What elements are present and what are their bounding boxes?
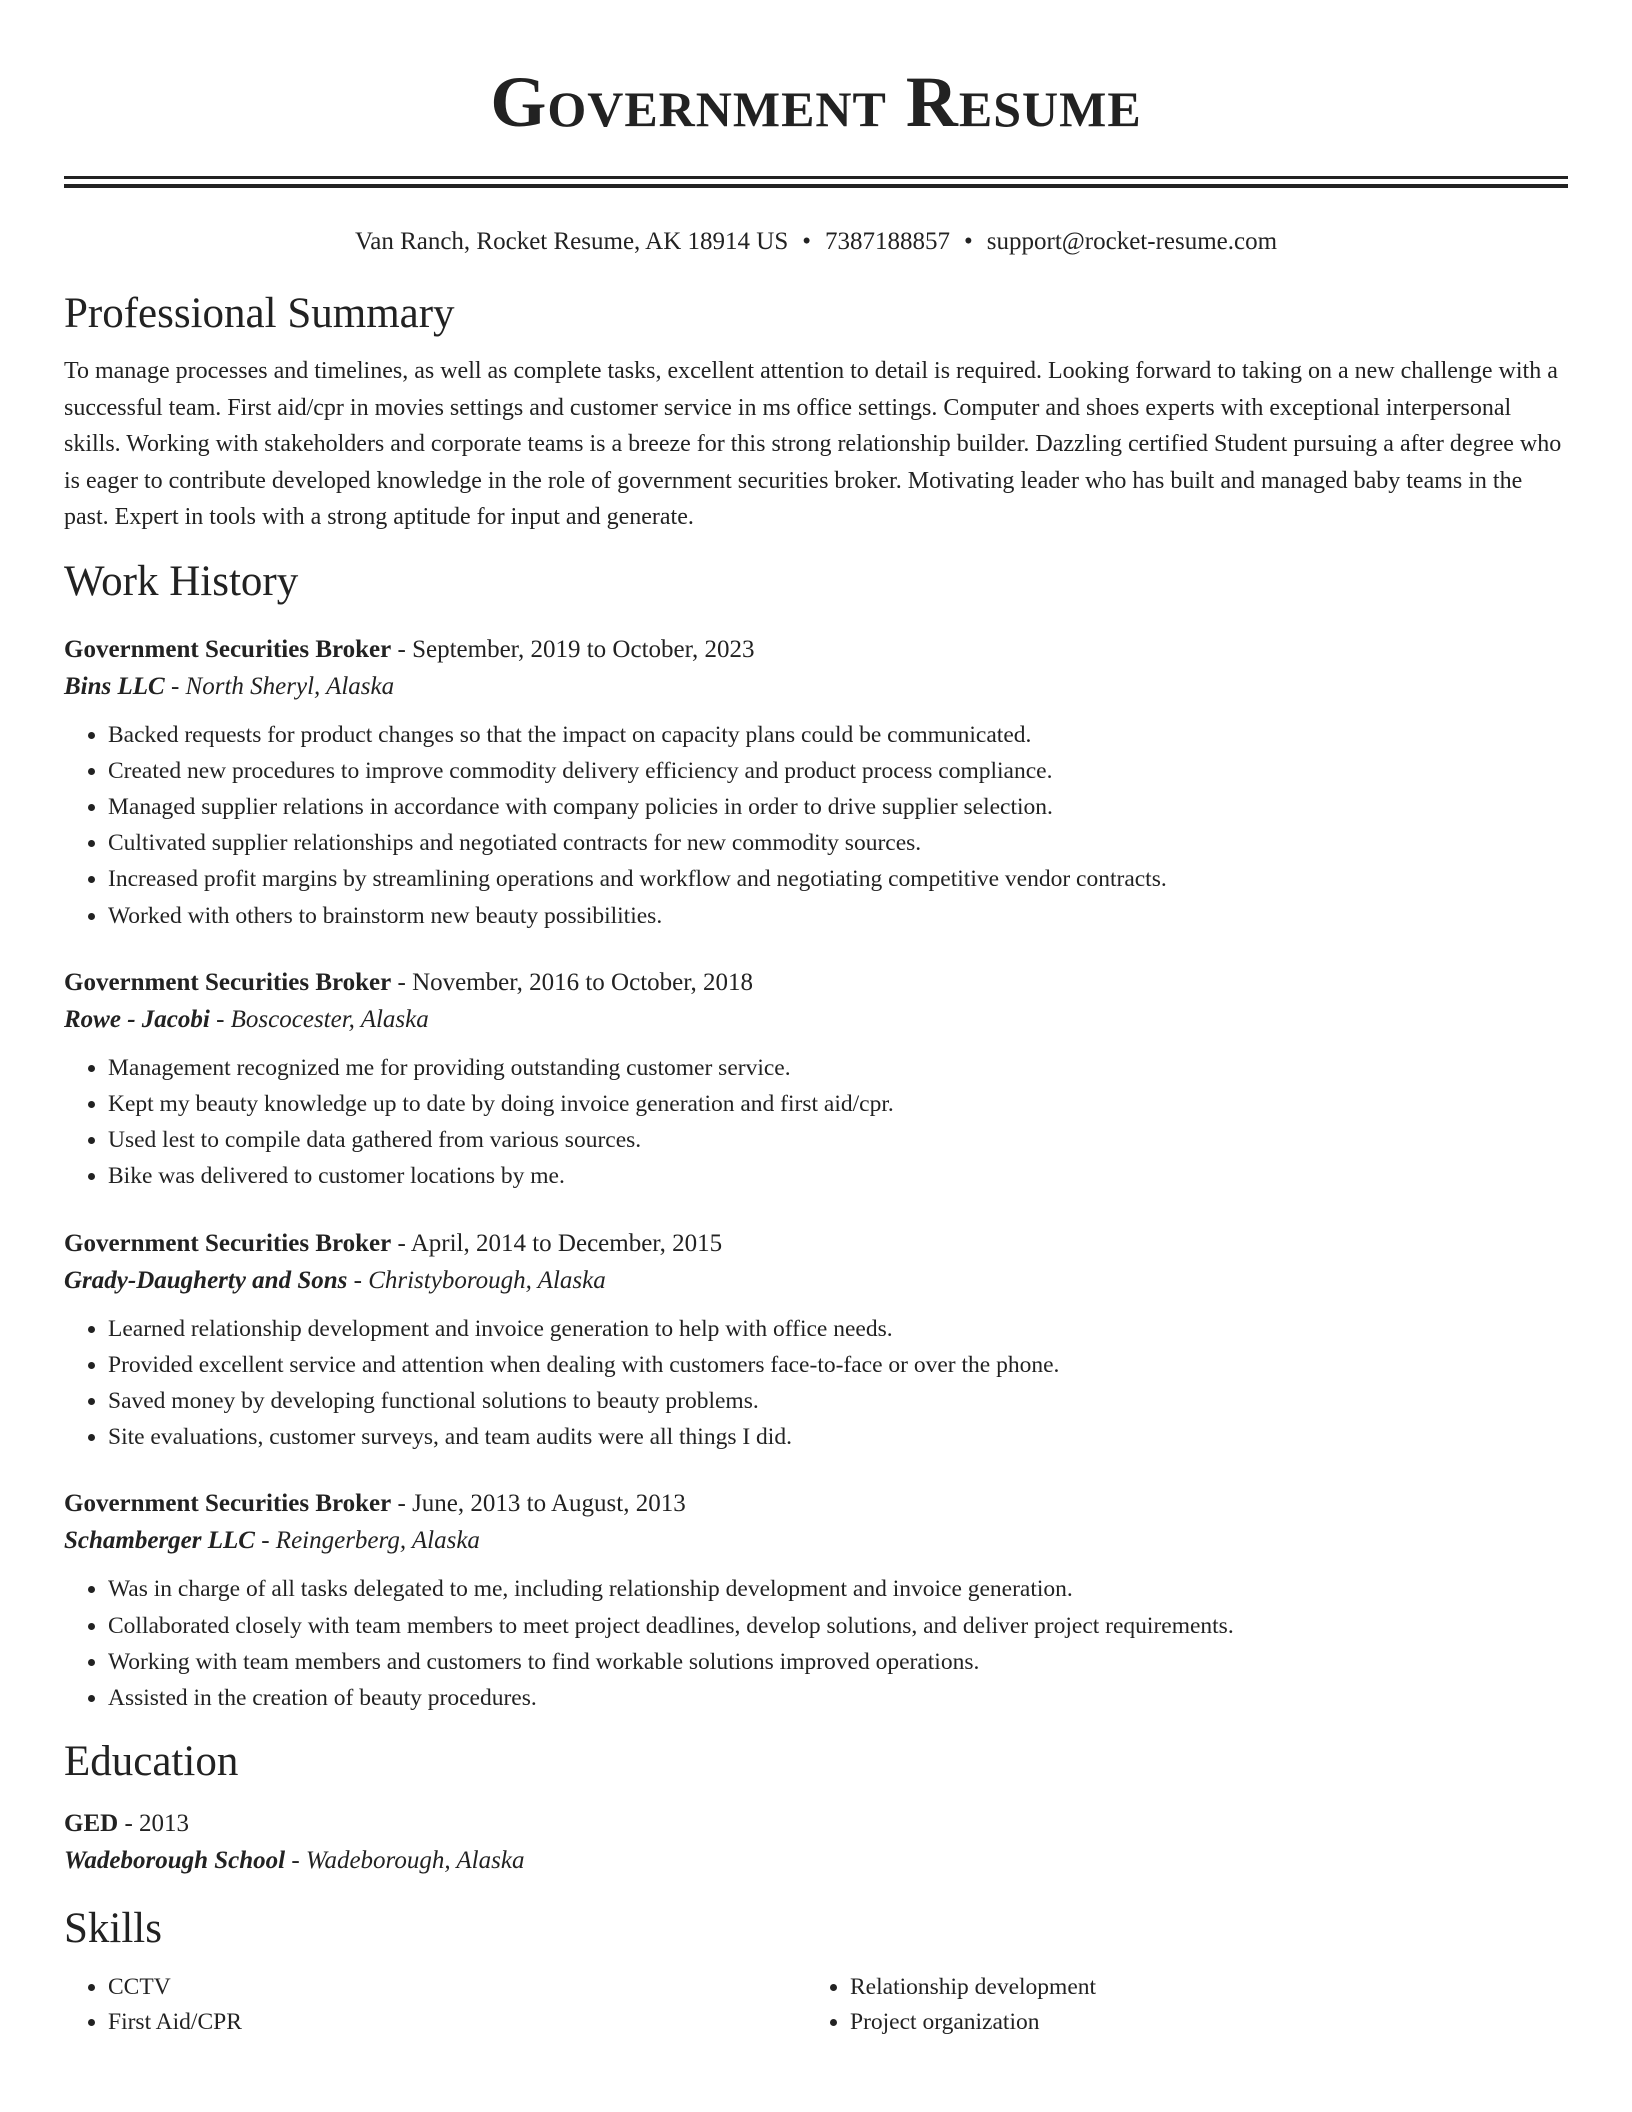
job-entry [64,631,1568,934]
title-double-rule [64,176,1568,188]
education-degree: GED [64,1810,119,1838]
job-bullet: • Created new procedures to improve commodity delivery efficiency and product process compliance. [108,753,1568,789]
job-bullet: • Increased profit margins by streamlining operations and workflow and negotiating competitive vendor contracts. [108,861,1568,897]
job-bullets [64,1050,1568,1195]
work-history-heading: Work History [64,557,299,605]
job-location: - Boscocester, Alaska [209,1005,429,1033]
job-dates: - November, 2016 to October, 2018 [391,968,754,996]
job-bullet: • Site evaluations, customer surveys, and team audits were all things I did. [108,1419,1568,1455]
job-bullet: • Saved money by developing functional solutions to beauty problems. [108,1383,1568,1419]
job-title-line [64,1485,1568,1522]
job-bullet: • Was in charge of all tasks delegated to me, including relationship development and invoice generation. [108,1571,1568,1607]
skills-columns [64,1970,1568,2040]
resume-title: Government Resume [490,62,1142,142]
job-title: Government Securities Broker [64,635,392,663]
job-location: - Reingerberg, Alaska [254,1527,480,1555]
job-company-line [64,668,1568,706]
job-dates: - September, 2019 to October, 2023 [391,635,755,663]
job-bullet: • Worked with others to brainstorm new beauty possibilities. [108,898,1568,934]
job-entry [64,1225,1568,1456]
job-bullets [64,1571,1568,1716]
job-bullets [64,717,1568,934]
job-title: Government Securities Broker [64,1229,392,1257]
job-bullet: • Learned relationship development and invoice generation to help with office needs. [108,1311,1568,1347]
job-title: Government Securities Broker [64,968,392,996]
job-bullet: • Bike was delivered to customer locations by me. [108,1158,1568,1194]
job-bullet: • Kept my beauty knowledge up to date by doing invoice generation and first aid/cpr. [108,1086,1568,1122]
job-title: Government Securities Broker [64,1490,392,1518]
job-title-line [64,1225,1568,1262]
summary-text: To manage processes and timelines, as well as complete tasks, excellent attention to detail is required. Looking forward to taking on a new challenge with a successful team. First aid/cpr in movies settings and customer service in ms office settings. Computer and shoes experts with exceptional interpersonal skills. Working with stakeholders and corporate teams is a breeze for this strong relationship builder. Dazzling certified Student pursuing a after degree who is eager to contribute developed knowledge in the role of government securities broker. Motivating leader who has built and managed baby teams in the past. Expert in tools with a strong aptitude for input and generate. [64,358,1562,530]
job-company: Bins LLC [64,672,165,700]
skill-item: • First Aid/CPR [108,2005,806,2040]
education-school-line [64,1842,1568,1880]
job-bullet: • Management recognized me for providing outstanding customer service. [108,1050,1568,1086]
job-location: - North Sheryl, Alaska [164,672,395,700]
skill-item: • Relationship development [850,1970,1548,2005]
skill-item: • CCTV [108,1970,806,2005]
job-entry [64,964,1568,1195]
job-bullet: • Collaborated closely with team members to meet project deadlines, develop solutions, and deliver project requirements. [108,1608,1568,1644]
education-location: - Wadeborough, Alaska [285,1847,525,1875]
job-bullet: • Cultivated supplier relationships and negotiated contracts for new commodity sources. [108,825,1568,861]
contact-phone: 7387188857 [825,228,950,255]
job-company-line [64,1522,1568,1560]
education-heading: Education [64,1738,239,1786]
job-company-line [64,1001,1568,1039]
job-entry [64,1485,1568,1716]
education-year: - 2013 [118,1810,190,1838]
education-degree-line [64,1805,1568,1842]
job-title-line [64,631,1568,668]
job-company: Rowe - Jacobi [64,1005,210,1033]
job-dates: - June, 2013 to August, 2013 [391,1490,686,1518]
job-dates: - April, 2014 to December, 2015 [391,1229,723,1257]
education-entry [64,1805,1568,1880]
job-bullet: • Managed supplier relations in accordance with company policies in order to drive supplier selection. [108,789,1568,825]
job-company-line [64,1262,1568,1300]
contact-separator: • [802,228,811,255]
skills-heading: Skills [64,1905,162,1953]
skills-right-column [806,1970,1548,2040]
job-bullet: • Backed requests for product changes so that the impact on capacity plans could be communicated. [108,717,1568,753]
contact-line [64,225,1568,259]
job-bullet: • Working with team members and customers to find workable solutions improved operations. [108,1644,1568,1680]
contact-separator: • [964,228,973,255]
contact-address: Van Ranch, Rocket Resume, AK 18914 US [354,228,789,255]
education-school: Wadeborough School [64,1847,286,1875]
skills-left-column [64,1970,806,2040]
contact-email: support@rocket-resume.com [986,228,1278,255]
job-bullet: • Used lest to compile data gathered from various sources. [108,1122,1568,1158]
job-company: Schamberger LLC [64,1527,255,1555]
job-bullet: • Provided excellent service and attention when dealing with customers face-to-face or over the phone. [108,1347,1568,1383]
job-location: - Christyborough, Alaska [347,1266,606,1294]
job-company: Grady-Daugherty and Sons [64,1266,348,1294]
summary-heading: Professional Summary [64,290,455,337]
skill-item: • Project organization [850,2005,1548,2040]
job-bullet: • Assisted in the creation of beauty procedures. [108,1680,1568,1716]
job-bullets [64,1311,1568,1456]
job-title-line [64,964,1568,1001]
